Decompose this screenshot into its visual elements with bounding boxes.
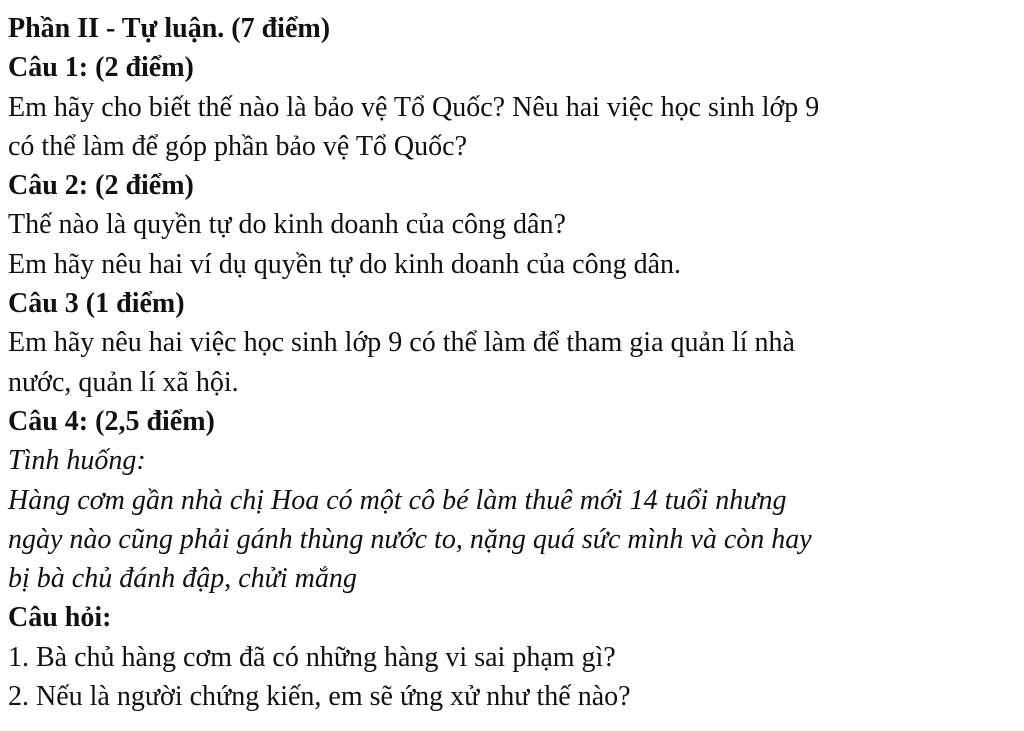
question-2-text-line-2: Em hãy nêu hai ví dụ quyền tự do kinh doanh của công dân.: [8, 248, 682, 280]
questions-label: Câu hỏi:: [8, 602, 112, 634]
situation-text-line-1: Hàng cơm gần nhà chị Hoa có một cô bé làm thuê mới 14 tuổi nhưng: [8, 484, 787, 516]
situation-text-line-3: bị bà chủ đánh đập, chửi mắng: [8, 563, 357, 595]
question-2-heading: Câu 2: (2 điểm): [8, 170, 194, 202]
question-3-text-line-1: Em hãy nêu hai việc học sinh lớp 9 có thể làm để tham gia quản lí nhà: [8, 327, 795, 359]
question-1-text-line-2: có thể làm để góp phần bảo vệ Tổ Quốc?: [8, 130, 468, 162]
situation-text-line-2: ngày nào cũng phải gánh thùng nước to, nặng quá sức mình và còn hay: [8, 523, 812, 555]
section-title: Phần II - Tự luận. (7 điểm): [8, 13, 331, 44]
question-1-text-line-1: Em hãy cho biết thế nào là bảo vệ Tổ Quốc? Nêu hai việc học sinh lớp 9: [8, 91, 820, 123]
sub-question-1: 1. Bà chủ hàng cơm đã có những hàng vi sai phạm gì?: [8, 641, 616, 673]
question-2-text-line-1: Thế nào là quyền tự do kinh doanh của công dân?: [8, 209, 566, 241]
sub-question-2: 2. Nếu là người chứng kiến, em sẽ ứng xử như thế nào?: [8, 681, 631, 713]
question-4-heading: Câu 4: (2,5 điểm): [8, 405, 215, 437]
question-3-text-line-2: nước, quản lí xã hội.: [8, 366, 239, 398]
question-1-heading: Câu 1: (2 điểm): [8, 52, 194, 84]
question-3-heading: Câu 3 (1 điểm): [8, 288, 185, 320]
situation-label: Tình huống:: [8, 445, 146, 477]
